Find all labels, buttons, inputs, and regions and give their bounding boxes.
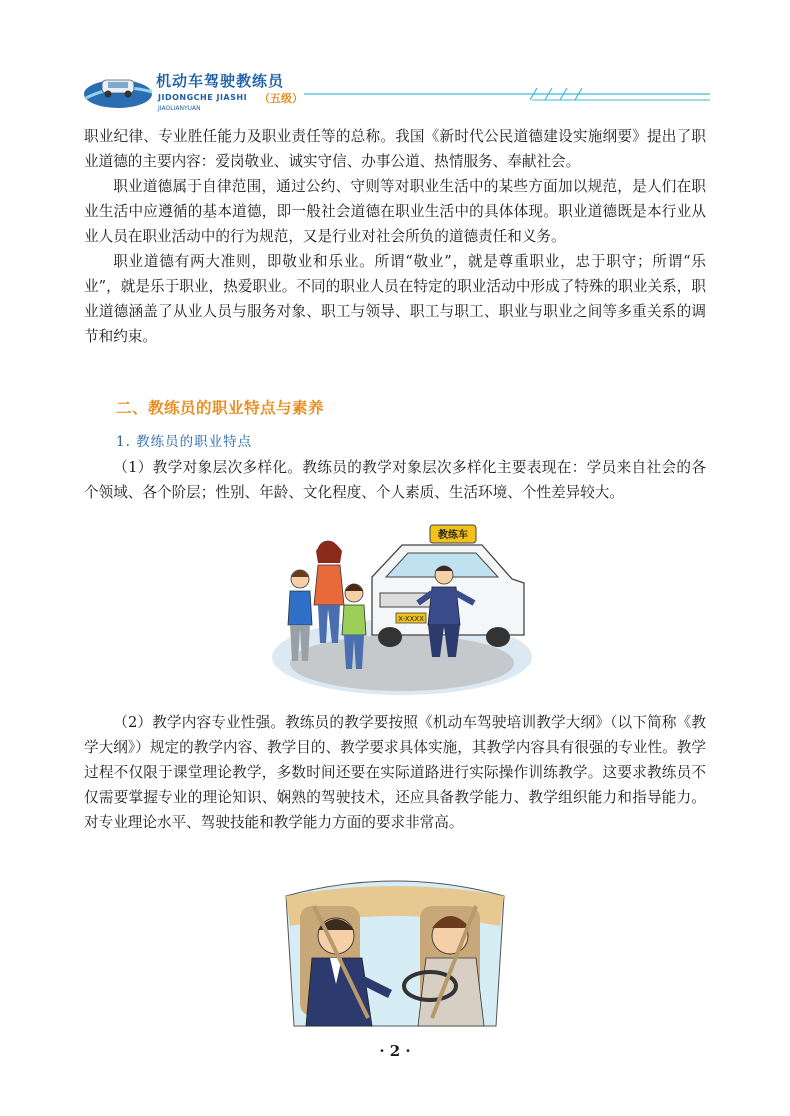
book-level: （五级） (259, 92, 303, 105)
car-logo-icon (82, 68, 156, 110)
paragraph: （2）教学内容专业性强。教练员的教学要按照《机动车驾驶培训教学大纲》（以下简称《教学大纲》）规定的教学内容、教学目的、教学要求具体实施，其教学内容具有很强的专业性。教学过程不仅限于课堂理论教学，多数时间还要在实际道路进行实际操作训练教学。这要求教练员不仅需要掌握专业的理论知识、娴熟的驾驶技术，还应具备教学能力、教学组织能力和指导能力。对专业理论水平、驾驶技能和教学能力方面的要求非常高。 (84, 714, 706, 831)
paragraph: 职业道德属于自律范围，通过公约、守则等对职业生活中的某些方面加以规范，是人们在职业生活中应遵循的基本道德，即一般社会道德在职业生活中的具体体现。职业道德既是本行业从业人员在职业活动中的行为规范，又是行业对社会所负的道德责任和义务。 (84, 178, 706, 245)
section-heading: 二、教练员的职业特点与素养 (116, 399, 325, 417)
book-title-pinyin-2: JIAOLIANYUAN (158, 105, 201, 112)
paragraph: 职业道德有两大准则，即敬业和乐业。所谓“敬业”，就是尊重职业，忠于职守；所谓“乐业”，就是乐于职业，热爱职业。不同的职业人员在特定的职业活动中形成了特殊的职业关系，职业道德涵盖了从业人员与服务对象、职工与领导、职工与职工、职业与职业之间等多重关系的调节和约束。 (84, 253, 706, 345)
page-header (82, 60, 710, 120)
instructor-students-illustration (262, 517, 532, 695)
training-car-sign: 教练车 (438, 530, 468, 541)
book-title: 机动车驾驶教练员 (156, 72, 285, 90)
paragraph: （1）教学对象层次多样化。教练员的教学对象层次多样化主要表现在：学员来自社会的各个领域、各个阶层；性别、年龄、文化程度、个人素质、生活环境、个性差异较大。 (84, 459, 706, 501)
subsection-heading: 1. 教练员的职业特点 (116, 434, 253, 450)
book-title-pinyin: JIDONGCHE JIASHI (158, 93, 248, 102)
in-car-training-illustration (280, 866, 510, 1030)
point-1-text (84, 455, 706, 505)
intro-text (84, 124, 706, 349)
point-2-text (84, 710, 706, 835)
page-number: · 2 · (379, 1042, 411, 1060)
paragraph: 职业纪律、专业胜任能力及职业责任等的总称。我国《新时代公民道德建设实施纲要》提出了职业道德的主要内容：爱岗敬业、诚实守信、办事公道、热情服务、奉献社会。 (84, 128, 706, 170)
license-plate: X-XXXX (398, 615, 424, 623)
